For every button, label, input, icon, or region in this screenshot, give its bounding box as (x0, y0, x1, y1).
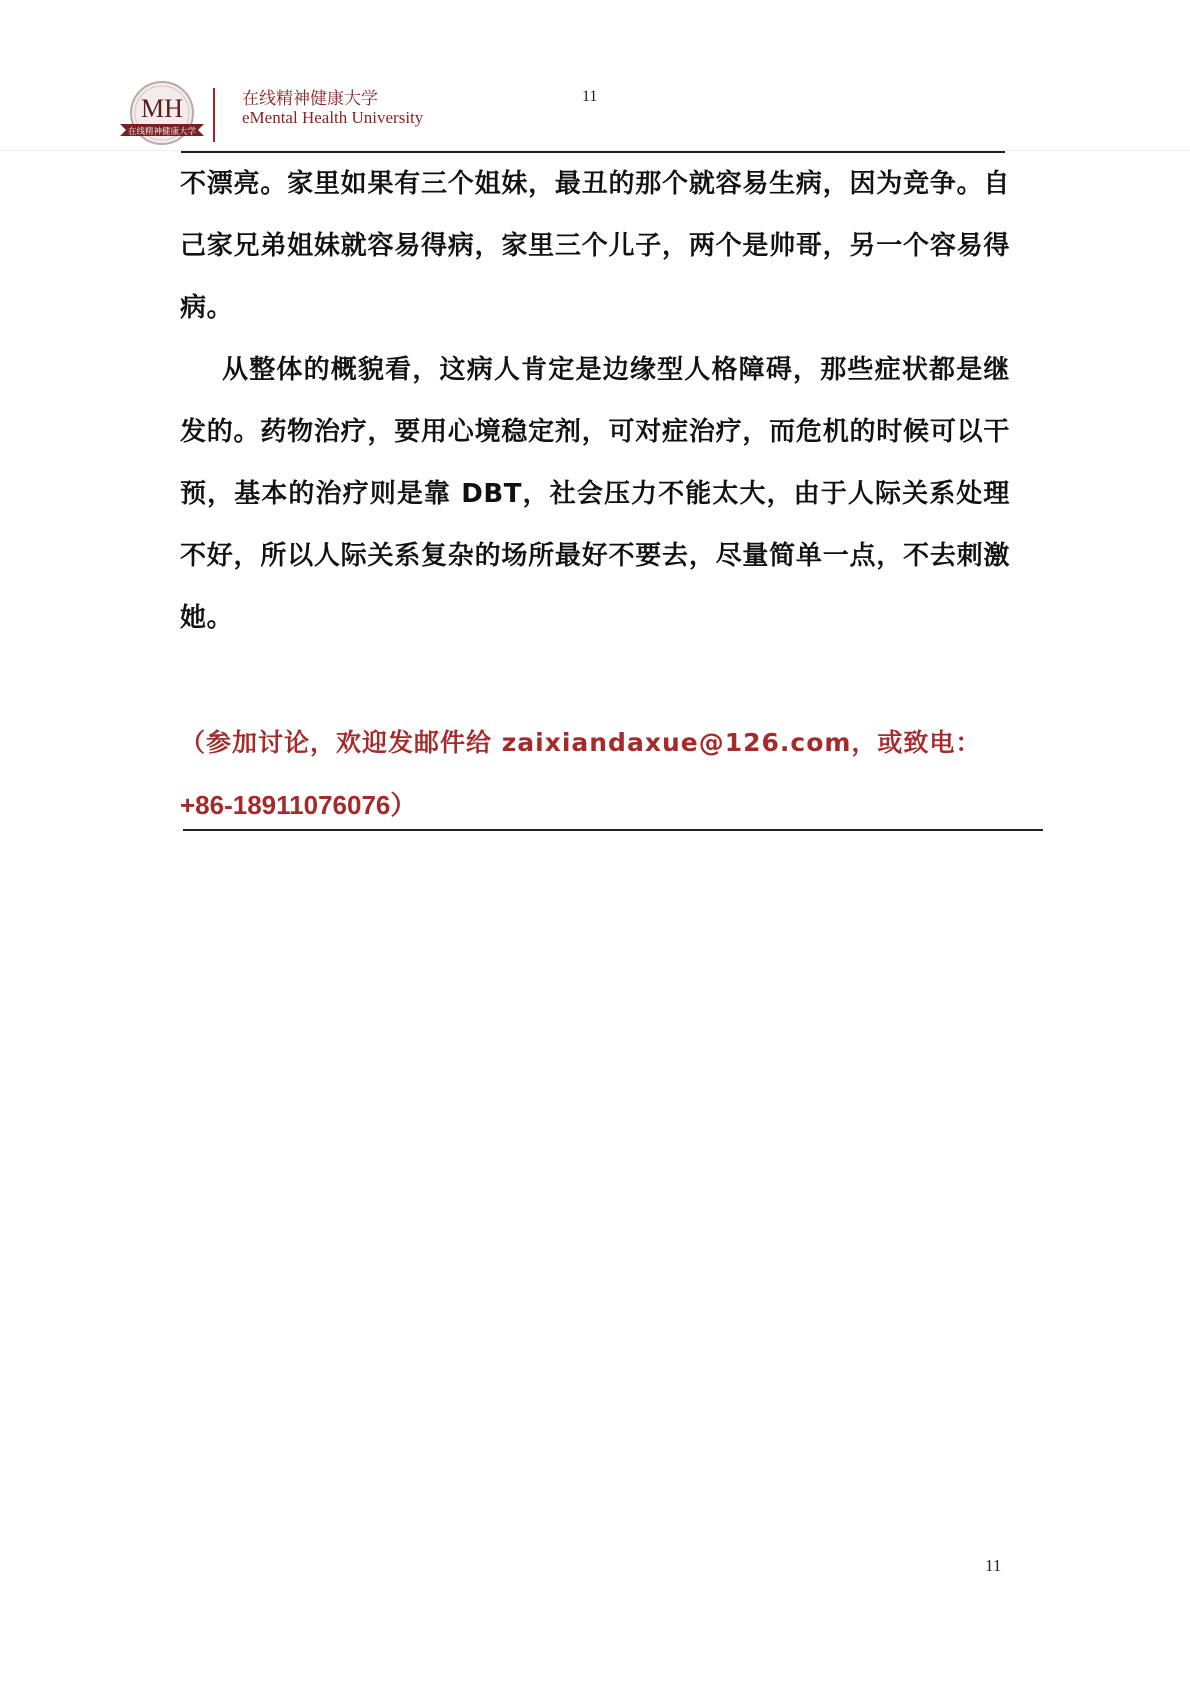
footer-page-number: 11 (985, 1556, 1002, 1575)
header-page-number: 11 (582, 88, 598, 105)
contact-line-email: （参加讨论，欢迎发邮件给 zaixiandaxue@126.com，或致电： (180, 728, 982, 757)
contact-line-phone: +86-18911076076） (180, 790, 417, 820)
contact-note (180, 712, 1030, 836)
logo-initials: MH (141, 94, 183, 123)
brand-name-cn: 在线精神健康大学 (242, 89, 378, 109)
body-text (180, 153, 1010, 649)
page-header (0, 0, 1190, 152)
logo-banner-text: 在线精神健康大学 (127, 127, 197, 137)
paragraph: 不漂亮。家里如果有三个姐妹，最丑的那个就容易生病，因为竞争。自己家兄弟姐妹就容易得病，家里三个儿子，两个是帅哥，另一个容易得病。 (180, 169, 1010, 323)
brand-divider (213, 88, 215, 142)
brand-name-en: eMental Health University (242, 108, 424, 127)
mh-logo (118, 80, 206, 150)
footer-rule (183, 829, 1043, 831)
paragraph: 从整体的概貌看，这病人肯定是边缘型人格障碍，那些症状都是继发的。药物治疗，要用心境稳定剂，可对症治疗，而危机的时候可以干预，基本的治疗则是靠 DBT，社会压力不能太大，由于人际关系处理不好，所以人际关系复杂的场所最好不要去，尽量简单一点，不去刺激她。 (180, 355, 1010, 633)
